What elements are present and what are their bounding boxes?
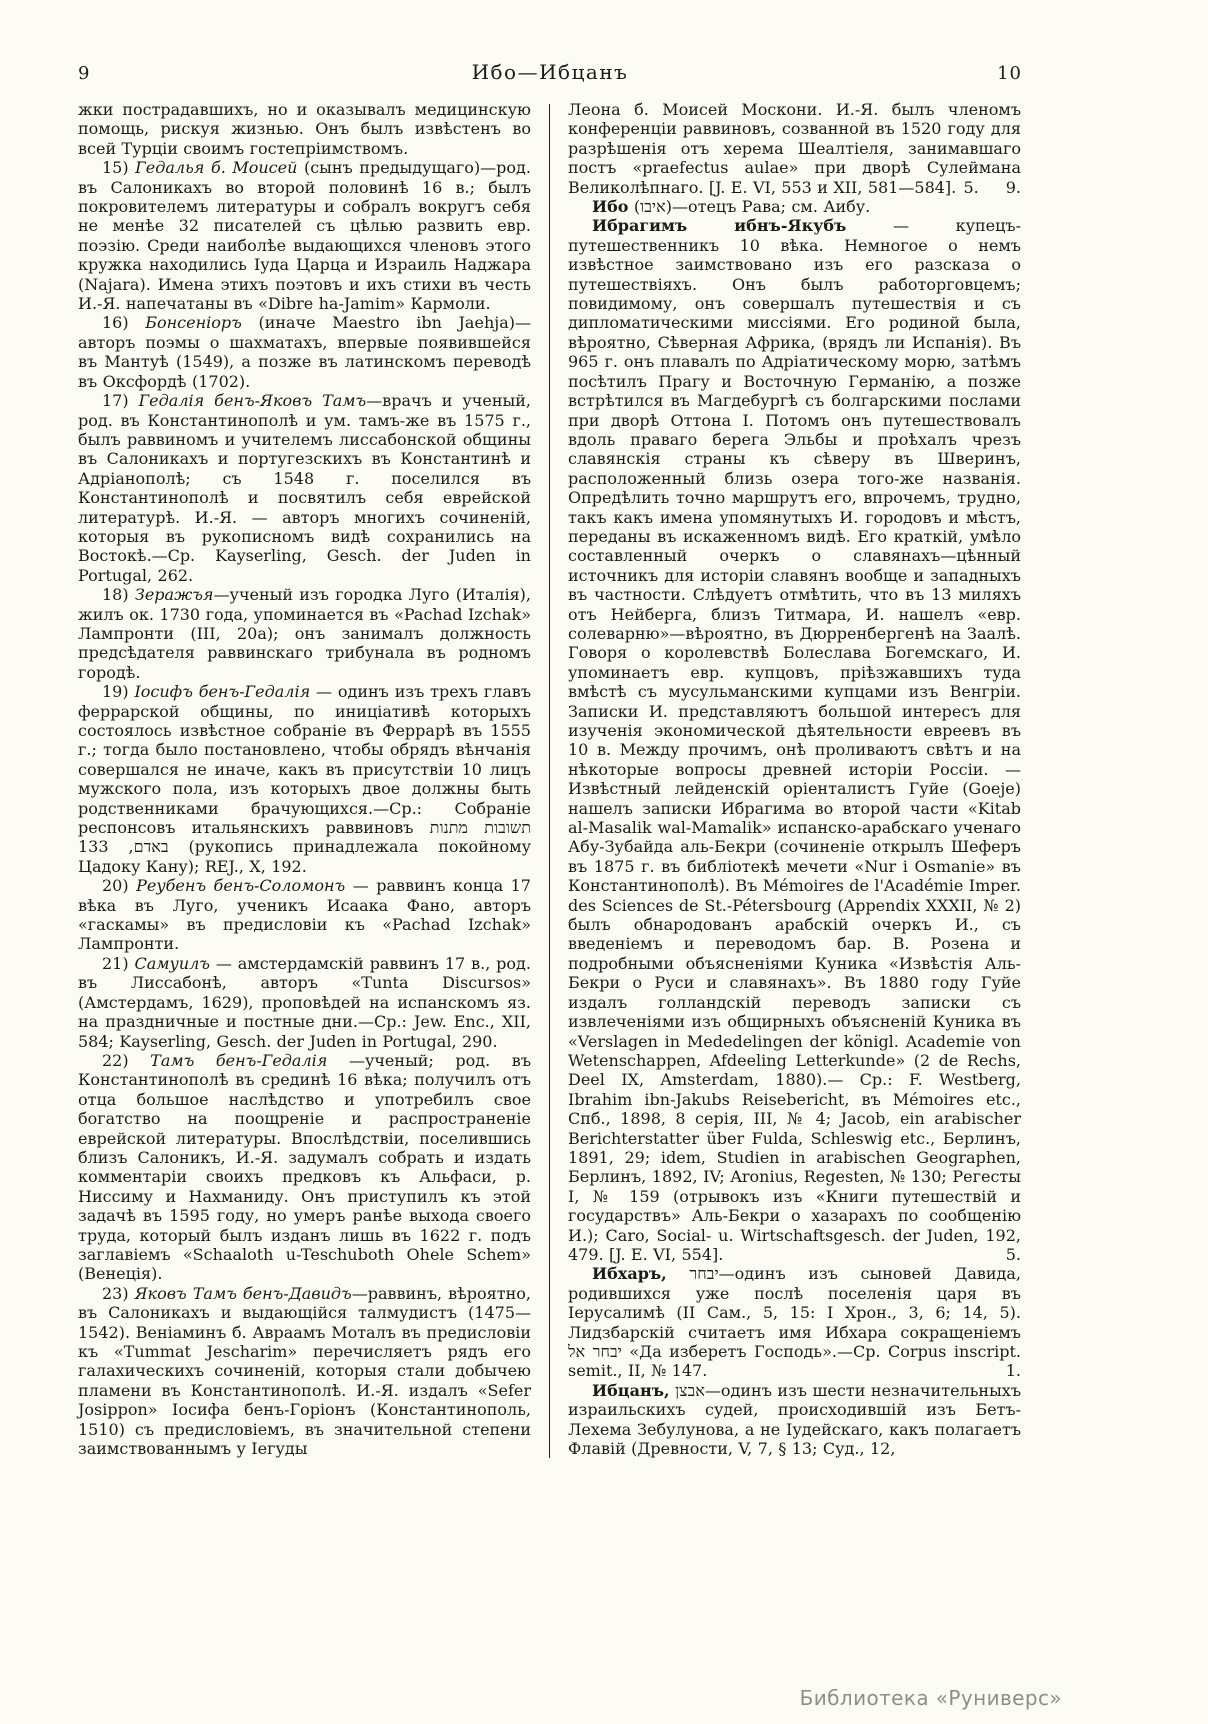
author-signature: 5.	[1005, 1244, 1021, 1264]
entry-text: — раввинъ конца 17 вѣка въ Луго, ученикъ Исаака Фано, авторъ «гаскамы» въ предисловіи къ «Pachad Izchak» Лампронти.	[78, 876, 531, 954]
right-column	[568, 100, 1021, 1458]
entry-paragraph	[78, 682, 531, 876]
headword: Ибрагимъ ибнъ-Якубъ	[592, 216, 847, 236]
column-divider	[549, 104, 550, 1458]
entry-number: 20)	[102, 876, 137, 896]
entry-paragraph	[78, 1051, 531, 1284]
entry-paragraph	[568, 1264, 1021, 1380]
entry-paragraph	[78, 876, 531, 954]
page-content	[78, 100, 1022, 1458]
entry-text: (иначе Maestro ibn Jaehja)—авторъ поэмы о шахматахъ, впервые появившейся въ Мантуѣ (1549), а позже въ латинскомъ переводѣ въ Оксфордѣ (1702).	[78, 313, 531, 391]
entry-name: Гедалія бенъ-Яковъ Тамъ	[138, 391, 367, 411]
entry-paragraph	[78, 313, 531, 391]
entry-number: 22)	[102, 1050, 151, 1070]
entry-name: Гедалья б. Моисей	[135, 158, 298, 178]
entry-paragraph	[568, 216, 1021, 1264]
entry-text: — амстердамскій раввинъ 17 в., род. въ Лиссабонѣ, авторъ «Tunta Discursos» (Амстердамъ, 1629), проповѣдей на испанскомъ яз. на праздничные и постные дни.—Ср.: Jew. Enc., XII, 584; Kayserling, Gesch. der Juden in Portugal, 290.	[78, 953, 531, 1051]
entry-text: жки пострадавшихъ, но и оказывалъ медицинскую помощь, рискуя жизнью. Онъ былъ извѣстенъ во всей Турціи своимъ гостепріимствомъ.	[78, 100, 531, 158]
entry-number: 17)	[102, 391, 139, 411]
entry-number: 21)	[102, 953, 135, 973]
entry-name: Реубенъ бенъ-Соломонъ	[136, 876, 346, 896]
entry-name: Зеражъя	[134, 585, 214, 605]
page-title: Ибо—Ибцанъ	[471, 60, 629, 84]
headword: Ибо	[592, 197, 629, 217]
left-column	[78, 100, 531, 1458]
entry-number: 16)	[102, 313, 146, 333]
headword: Ибцанъ,	[592, 1380, 670, 1400]
library-watermark: Библиотека «Руниверс»	[799, 1686, 1062, 1710]
entry-text: —ученый; род. въ Константинополѣ въ срединѣ 16 вѣка; получилъ отъ отца большое наслѣдство и употребилъ свое богатство на поощреніе и распространеніе еврейской литературы. Впослѣдствіи, поселившись близъ Салоникъ, И.-Я. задумалъ собрать и издать комментаріи своихъ предковъ къ Альфаси, р. Ниссиму и Нахманиду. Онъ приступилъ къ этой задачѣ въ 1595 году, но умеръ ранѣе выхода своего труда, который былъ изданъ лишь въ 1622 г. подъ заглавіемъ «Schaaloth u-Teschuboth Ohele Schem» (Венеція).	[78, 1050, 531, 1284]
entry-paragraph	[78, 391, 531, 585]
author-signature: 5. 9.	[963, 177, 1021, 197]
entry-text: —ученый изъ городка Луго (Италія), жилъ ок. 1730 года, упоминается въ «Pachad Izchak» Лампронти (III, 20а); онъ занималъ должность предсѣдателя раввинскаго трибунала въ родномъ городѣ.	[78, 585, 531, 682]
entry-paragraph	[78, 100, 531, 158]
entry-paragraph	[78, 158, 531, 313]
entry-number: 15)	[102, 158, 136, 178]
entry-paragraph	[78, 954, 531, 1051]
running-head	[78, 60, 1022, 84]
entry-paragraph	[78, 585, 531, 682]
entry-number: 18)	[102, 585, 135, 605]
two-column-layout	[78, 100, 1022, 1458]
entry-paragraph	[568, 197, 1021, 216]
entry-name: Тамъ бенъ-Гедалія	[150, 1050, 328, 1070]
entry-number: 19)	[102, 682, 135, 702]
entry-text: —врачъ и ученый, род. въ Константинополѣ и ум. тамъ-же въ 1575 г., былъ раввиномъ и учителемъ лиссабонской общины въ Салоникахъ и португезскихъ въ Константинѣ и Адріанополѣ; съ 1548 г. поселился въ Константинополѣ и посвятилъ себя еврейской литературѣ. И.-Я. — авторъ многихъ сочиненій, которыя въ рукописномъ видѣ сохранились на Востокѣ.—Ср. Kayserling, Gesch. der Juden in Portugal, 262.	[78, 391, 531, 585]
entry-name: Іосифъ бенъ-Гедалія	[134, 682, 311, 702]
entry-number: 23)	[102, 1283, 135, 1303]
entry-name: Яковъ Тамъ бенъ-Давидъ	[134, 1283, 352, 1303]
entry-name: Бонсеніоръ	[145, 313, 242, 333]
entry-paragraph	[568, 100, 1021, 197]
entry-text: אבצן—одинъ изъ шести незначительныхъ израильскихъ судей, происходившій изъ Бетъ-Лехема Зебулунова, а не Іудейскаго, какъ полагаетъ Флавій (Древности, V, 7, § 13; Суд., 12,	[568, 1380, 1022, 1459]
right-page-number: 10	[997, 63, 1022, 84]
entry-text: —раввинъ, вѣроятно, въ Салоникахъ и выдающійся талмудистъ (1475—1542). Веніаминъ б. Авраамъ Моталъ въ предисловіи къ «Tummat Jescharim» перечисляетъ рядъ его галахическихъ сочиненій, которыя стали добычею пламени въ Константинополѣ. И.-Я. издалъ «Sefer Josippon» Іосифа бенъ-Горіонъ (Константинополь, 1510) съ предисловіемъ, въ значительной степени заимствованнымъ у Іегуды	[78, 1283, 531, 1459]
entry-text: (איבו)—отецъ Рава; см. Аибу.	[628, 197, 871, 217]
entry-text: — купецъ-путешественникъ 10 вѣка. Немногое о немъ извѣстное заимствовано изъ его разсказа о путешествіяхъ. Онъ былъ работорговцемъ; повидимому, онъ совершалъ путешествія и съ дипломатическими миссіями. Его родиной была, вѣроятно, Сѣверная Африка, (врядъ ли Испанія). Въ 965 г. онъ плавалъ по Адріатическому морю, затѣмъ посѣтилъ Прагу и Восточную Германію, а позже встрѣтился въ Магдебургѣ съ болгарскими послами при дворѣ Оттона I. Потомъ онъ путешествовалъ вдоль праваго берега Эльбы и проѣхалъ чрезъ славянскія страны къ сѣверу въ Шверинъ, расположенный близь озера того-же названія. Опредѣлить точно маршрутъ его, впрочемъ, трудно, такъ какъ имена упомянутыхъ И. городовъ и мѣстъ, переданы въ искаженномъ видѣ. Его краткій, умѣло составленный очеркъ о славянахъ—цѣнный источникъ для исторіи славянъ вообще и западныхъ въ частности. Слѣдуетъ отмѣтить, что въ 13 миляхъ отъ Нейберга, близъ Титмара, И. нашелъ «евр. солеварню»—вѣроятно, въ Дюрренбергенѣ на Заалѣ. Говоря о королевствѣ Болеслава Богемскаго, И. упоминаетъ евр. купцовъ, пріѣзжавшихъ туда вмѣстѣ съ мусульманскими купцами изъ Венгріи. Записки И. представляютъ большой интересъ для изученія экономической дѣятельности евреевъ въ 10 в. Между прочимъ, онѣ проливаютъ свѣтъ и на нѣкоторые вопросы древней исторіи Россіи. — Извѣстный лейденскій оріенталистъ Гуйе (Goeje) нашелъ записки Ибрагима во второй части «Kitab al-Masalik wal-Mamalik» испанско-арабскаго ученаго Абу-Зубайда аль-Бекри (сочиненіе открылъ Шеферъ въ 1875 г. въ библіотекѣ мечети «Nur i Osmanie» въ Константинополѣ). Въ Mémoires de l'Académie Imper. des Sciences de St.-Pétersbourg (Appendix XXXII, № 2) былъ обнародованъ арабскій очеркъ И., съ введеніемъ и переводомъ бар. В. Розена и подробными объясненіями Куника «Извѣстія Аль-Бекри о Руси и славянахъ». Въ 1880 году Гуйе издалъ голландскій переводъ записки съ извлеченіями изъ общирныхъ объясненій Куника въ «Verslagen in Mededelingen der königl. Academie von Wetenschappen, Afdeeling Letterkunde» (2 de Rechs, Deel IX, Amsterdam, 1880).— Ср.: F. Westberg, Ibrahim ibn-Jakubs Reisebericht, въ Mémoires etc., Спб., 1898, 8 серія, III, № 4; Jacob, ein arabischer Berichterstatter über Fulda, Schleswig etc., Берлинъ, 1891, 29; idem, Studien in arabischen Geographen, Берлинъ, 1892, IV; Aronius, Regesten, № 130; Регесты I, № 159 (отрывокъ изъ «Книги путешествій и государствъ» Аль-Бекри о хазарахъ по сообщенію И.); Caro, Social- u. Wirtschaftsgesch. der Juden, 192, 479. [J. E. VI, 554].	[568, 216, 1022, 1264]
entry-paragraph	[78, 1284, 531, 1459]
entry-text: Леона б. Моисей Москони. И.-Я. былъ членомъ конференціи раввиновъ, созванной въ 1520 году для разрѣшенія отъ херема Шеалтіеля, занимавшаго постъ «praefectus aulae» при дворѣ Сулеймана Великолѣпнаго. [J. E. VI, 553 и XII, 581—584].	[568, 100, 1021, 197]
headword: Ибхаръ,	[592, 1264, 667, 1284]
entry-text: (сынъ предыдущаго)—род. въ Салоникахъ во второй половинѣ 16 в.; былъ покровителемъ литературы и собралъ вокругъ себя не менѣе 32 писателей съ цѣлью развить евр. поэзію. Среди наиболѣе выдающихся членовъ этого кружка находились Іуда Царца и Израиль Наджара (Najara). Имена этихъ поэтовъ и ихъ стихи въ честь И.-Я. напечатаны въ «Dibre ha-Jamim» Кармоли.	[78, 158, 531, 314]
entry-text: יבחר—одинъ изъ сыновей Давида, родившихся уже послѣ поселенія царя въ Іерусалимѣ (II Сам., 5, 15: I Хрон., 3, 6; 14, 5). Лидзбарскій считаетъ имя Ибхара сокращеніемъ יבחר אל «Да изберетъ Господь».—Ср. Corpus inscript. semit., II, № 147.	[568, 1264, 1022, 1381]
entry-text: — одинъ изъ трехъ главъ феррарской общины, по иниціативѣ которыхъ состоялось извѣстное собраніе въ Феррарѣ въ 1555 г.; тогда было постановлено, чтобы обрядъ вѣнчанія совершался не иначе, какъ въ присутствіи 10 лицъ мужского пола, изъ которыхъ двое должны быть родственниками брачующихся.—Ср.: Собраніе респонсовъ итальянскихъ раввиновъ תשובות מתנות באדם, 133 (рукопись принадлежала покойному Цадоку Кану); REJ., X, 192.	[78, 682, 531, 876]
entry-paragraph	[568, 1381, 1021, 1459]
left-page-number: 9	[78, 63, 91, 84]
entry-name: Самуилъ	[134, 953, 210, 973]
author-signature: 1.	[1005, 1361, 1021, 1381]
